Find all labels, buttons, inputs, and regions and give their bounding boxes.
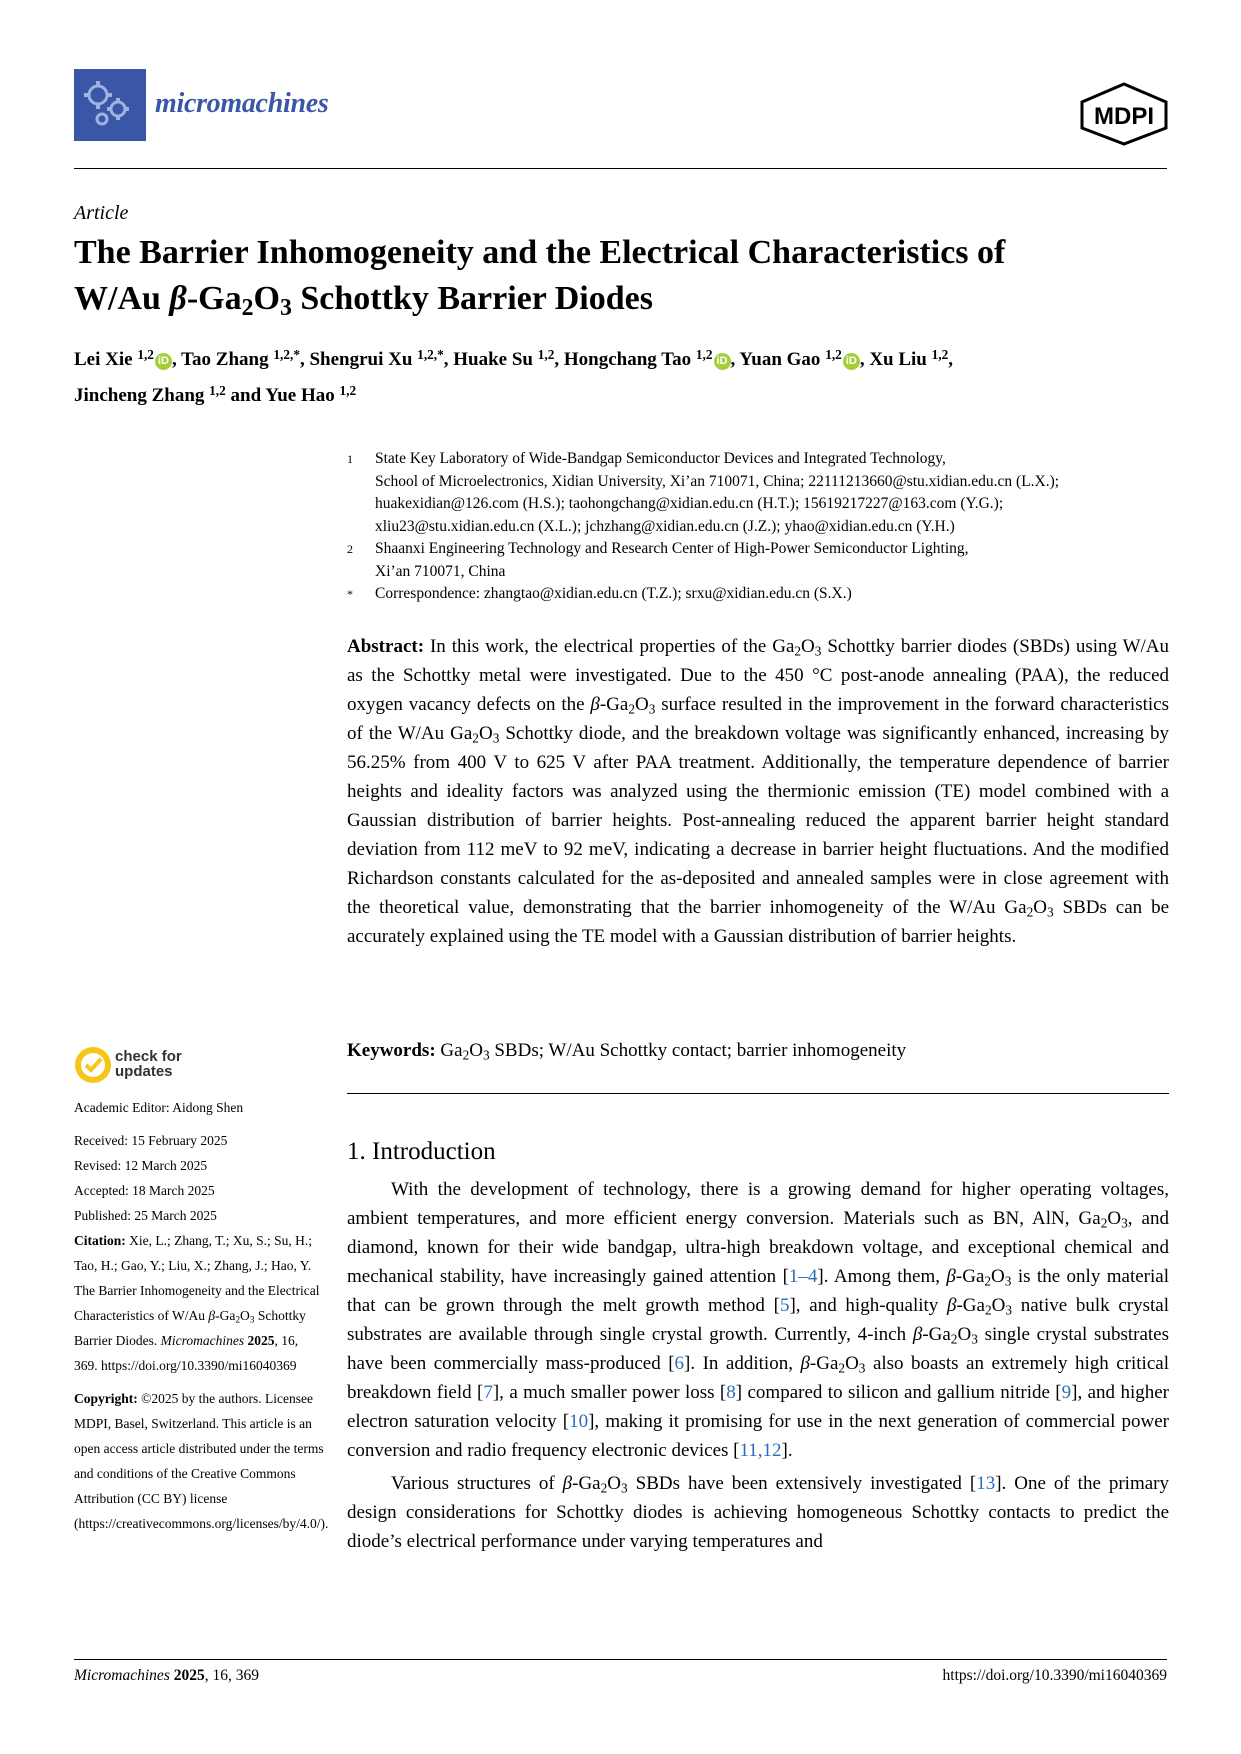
reference-link[interactable]: 8 xyxy=(726,1382,736,1403)
introduction-body xyxy=(347,1175,1169,1556)
section-heading: 1. Introduction xyxy=(347,1138,496,1165)
reference-link[interactable]: 7 xyxy=(483,1382,493,1403)
mdpi-logo-text: MDPI xyxy=(1094,103,1154,130)
accepted-date: Accepted: 18 March 2025 xyxy=(74,1183,215,1198)
author[interactable]: Xu Liu $^{1,2}$ xyxy=(869,347,949,370)
citation-doi-link[interactable]: https://doi.org/10.3390/mi16040369 xyxy=(101,1358,297,1373)
journal-logo xyxy=(74,69,146,141)
author[interactable]: Jincheng Zhang $^{1,2}$ xyxy=(74,383,226,406)
article-title xyxy=(74,230,1169,322)
author[interactable]: Hongchang Tao $^{1,2}$ iD xyxy=(564,349,731,370)
journal-name: micromachines xyxy=(155,88,329,119)
check-for-updates-icon[interactable] xyxy=(74,1046,112,1089)
reference-link[interactable]: 1–4 xyxy=(788,1266,818,1287)
affiliation-1: 1 State Key Laboratory of Wide-Bandgap Semiconductor Devices and Integrated Technology, School of Microelectronics, Xidian University, Xi’an 710071, China; 22111213660@stu.xidian.edu.cn (L.X.); huakexidian@126.com (H.S.); taohongchang@xidian.edu.cn (H.T.); 15619217227@163.com (Y.G.); xliu23@stu.xidian.edu.cn (X.L.); jchzhang@xidian.edu.cn (J.Z.); yhao@xidian.edu.cn (Y.H.) xyxy=(347,450,1060,535)
gears-icon xyxy=(74,69,146,141)
author[interactable]: Lei Xie $^{1,2}$ iD xyxy=(74,349,172,370)
footer-divider xyxy=(74,1659,1167,1660)
footer-citation: Micromachines 2025, 16, 369 xyxy=(74,1667,259,1684)
reference-link[interactable]: 13 xyxy=(976,1473,996,1494)
title-line-1: The Barrier Inhomogeneity and the Electrical Characteristics of xyxy=(74,234,1006,271)
correspondence: * Correspondence: zhangtao@xidian.edu.cn (T.Z.); srxu@xidian.edu.cn (S.X.) xyxy=(347,585,852,602)
affiliation-2: 2 Shaanxi Engineering Technology and Research Center of High-Power Semiconductor Lighting, Xi’an 710071, China xyxy=(347,540,969,580)
paragraph: With the development of technology, there is a growing demand for higher operating voltages, ambient temperatures, and more efficient energy conversion. Materials such as BN, AlN, $Ga_2O_3$, and diamond, known for their wide bandgap, ultra-high breakdown voltage, and exceptional chemical and mechanical stability, have increasingly gained attention [1–4]. Among them, $\beta-Ga_2O_3$ is the only material that can be grown through the melt growth method [5], and high-quality $\beta-Ga_2O_3$ native bulk crystal substrates are available through single crystal growth. Currently, 4-inch $\beta-Ga_2O_3$ single crystal substrates have been commercially mass-produced [6]. In addition, $\beta-Ga_2O_3$ also boasts an extremely high critical breakdown field [7], a much smaller power loss [8] compared to silicon and gallium nitride [9], and higher electron saturation velocity [10], making it promising for use in the next generation of commercial power conversion and radio frequency electronic devices [11,12]. xyxy=(347,1179,1169,1461)
abstract: Abstract: In this work, the electrical properties of the $Ga_2O_3$ Schottky barrier diodes (SBDs) using W/Au as the Schottky metal were investigated. Due to the 450 °C post-anode annealing (PAA), the reduced oxygen vacancy defects on the $\beta-Ga_2O_3$ surface resulted in the improvement in the forward characteristics of the W/Au $Ga_2O_3$ Schottky diode, and the breakdown voltage was significantly enhanced, increasing by 56.25% from 400 V to 625 V after PAA treatment. Additionally, the temperature dependence of barrier heights and ideality factors was analyzed using the thermionic emission (TE) model combined with a Gaussian distribution of barrier heights. Post-annealing reduced the apparent barrier height standard deviation from 112 meV to 92 meV, indicating a decrease in barrier height fluctuations. And the modified Richardson constants calculated for the as-deposited and annealed samples were in close agreement with the theoretical value, demonstrating that the barrier inhomogeneity of the W/Au $Ga_2O_3$ SBDs can be accurately explained using the TE model with a Gaussian distribution of barrier heights. xyxy=(347,636,1170,947)
paragraph: Various structures of $\beta-Ga_2O_3$ SBDs have been extensively investigated [13]. One of the primary design considerations for Schottky diodes is achieving homogeneous Schottky contacts to predict the diode’s electrical performance under varying temperatures and xyxy=(347,1473,1169,1552)
footer-doi-link[interactable]: https://doi.org/10.3390/mi16040369 xyxy=(942,1667,1167,1684)
reference-link[interactable]: 11,12 xyxy=(739,1440,782,1461)
reference-link[interactable]: 6 xyxy=(674,1353,685,1374)
keywords: Keywords: $Ga_2O_3$ SBDs; W/Au Schottky contact; barrier inhomogeneity xyxy=(347,1040,907,1063)
author-list: Lei Xie $^{1,2}$ iD , Tao Zhang $^{1,2,*}$, Shengrui Xu $^{1,2,*}$, Huake Su $^{1,2}$, Hongchang Tao $^{1,2}$ iD , Yuan Gao $^{1,2}$ iD , Xu Liu $^{1,2}$, Jincheng Zhang $^{1,2}$ and Yue Hao $^{1,2}$ xyxy=(74,347,953,406)
copyright: Copyright: ©2025 by the authors. Licensee MDPI, Basel, Switzerland. This article is an open access article distributed under the terms and conditions of the Creative Commons Attribution (CC BY) license (https://creativecommons.org/licenses/by/4.0/). xyxy=(74,1391,329,1531)
check-for-updates-label[interactable]: check for updates xyxy=(115,1048,182,1080)
reference-link[interactable]: 9 xyxy=(1061,1382,1072,1403)
article-type: Article xyxy=(74,202,129,224)
academic-editor: Academic Editor: Aidong Shen xyxy=(74,1100,244,1115)
revised-date: Revised: 12 March 2025 xyxy=(74,1158,208,1173)
affiliations xyxy=(347,448,1167,606)
mdpi-logo xyxy=(1078,82,1170,151)
header-divider xyxy=(74,168,1167,169)
reference-link[interactable]: 10 xyxy=(569,1411,589,1432)
author[interactable]: Yue Hao $^{1,2}$ xyxy=(265,383,357,406)
author[interactable]: Shengrui Xu $^{1,2,*}$ xyxy=(309,347,444,370)
author[interactable]: Huake Su $^{1,2}$ xyxy=(453,347,555,370)
reference-link[interactable]: 5 xyxy=(779,1295,790,1316)
orcid-icon[interactable]: iD xyxy=(714,353,731,370)
citation: Citation: Xie, L.; Zhang, T.; Xu, S.; Su, H.; Tao, H.; Gao, Y.; Liu, X.; Zhang, J.; Hao, Y. The Barrier Inhomogeneity and the Electrical Characteristics of W/Au $\beta-Ga_2O_3$ Schottky Barrier Diodes. Micromachines 2025, 16, 369. https://doi.org/10.3390/mi16040369 xyxy=(74,1233,320,1373)
orcid-icon[interactable]: iD xyxy=(843,353,860,370)
article-info-sidebar xyxy=(74,1095,329,1536)
received-date: Received: 15 February 2025 xyxy=(74,1133,228,1148)
published-date: Published: 25 March 2025 xyxy=(74,1208,217,1223)
author[interactable]: Tao Zhang $^{1,2,*}$ xyxy=(181,347,300,370)
keywords-divider xyxy=(347,1093,1169,1094)
author[interactable]: Yuan Gao $^{1,2}$ iD xyxy=(739,349,860,370)
title-line-2: W/Au $\beta-Ga_2O_3$ Schottky Barrier Diodes xyxy=(74,280,653,321)
orcid-icon[interactable]: iD xyxy=(155,353,172,370)
